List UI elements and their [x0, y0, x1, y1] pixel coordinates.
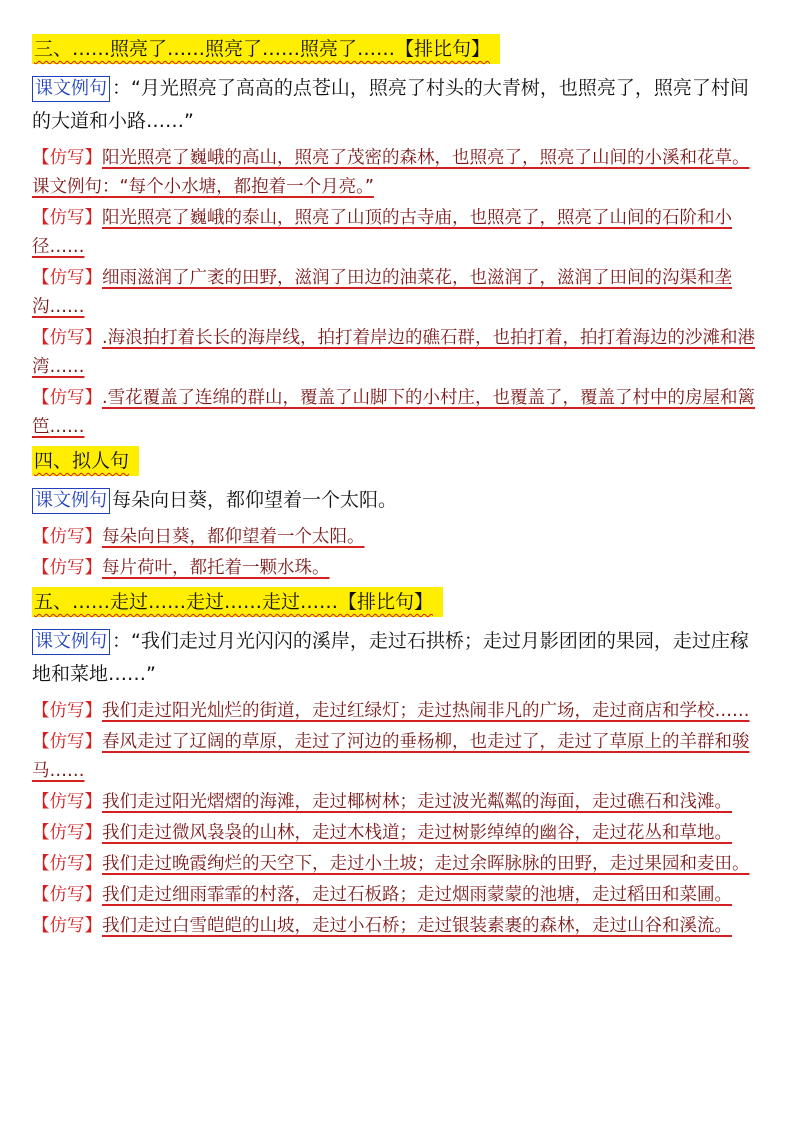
- imitation-text: 阳光照亮了巍峨的高山，照亮了茂密的森林，也照亮了，照亮了山间的小溪和花草。课文例句：“每个小水塘，都抱着一个月亮。”: [32, 148, 750, 197]
- imitation-text: 我们走过阳光灿烂的街道，走过红绿灯；走过热闹非凡的广场，走过商店和学校……: [102, 701, 750, 721]
- section-parallel-illuminate: [32, 32, 763, 442]
- imitation-label: 【仿写】: [32, 854, 102, 874]
- imitation-label: 【仿写】: [32, 558, 102, 578]
- textbook-example: [32, 72, 763, 138]
- imitation-text: 我们走过白雪皑皑的山坡，走过小石桥；走过银装素裹的森林，走过山谷和溪流。: [102, 916, 732, 936]
- section-heading: 四、拟人句: [32, 446, 139, 476]
- example-label: 课文例句: [32, 629, 110, 655]
- imitation-item: [32, 144, 763, 202]
- section-parallel-walk: [32, 585, 763, 941]
- example-label: 课文例句: [32, 488, 110, 514]
- imitation-label: 【仿写】: [32, 388, 102, 408]
- imitation-text: 每朵向日葵，都仰望着一个太阳。: [102, 527, 365, 547]
- imitation-text: 我们走过晚霞绚烂的天空下，走过小土坡；走过余晖脉脉的田野，走过果园和麦田。: [102, 854, 750, 874]
- imitation-item: [32, 204, 763, 262]
- imitation-item: [32, 697, 763, 726]
- imitation-text: 细雨滋润了广袤的田野，滋润了田边的油菜花，也滋润了，滋润了田间的沟渠和垄沟……: [32, 268, 732, 317]
- imitation-item: [32, 324, 763, 382]
- imitation-text: 春风走过了辽阔的草原，走过了河边的垂杨柳，也走过了，走过了草原上的羊群和骏马……: [32, 732, 750, 781]
- imitation-label: 【仿写】: [32, 885, 102, 905]
- imitation-label: 【仿写】: [32, 268, 102, 288]
- imitation-item: [32, 264, 763, 322]
- section-heading: 三、……照亮了……照亮了……照亮了……【排比句】: [32, 34, 500, 64]
- imitation-item: [32, 554, 763, 583]
- imitation-item: [32, 384, 763, 442]
- imitation-item: [32, 881, 763, 910]
- imitation-label: 【仿写】: [32, 701, 102, 721]
- example-label: 课文例句: [32, 76, 110, 102]
- imitation-text: .海浪拍打着长长的海岸线，拍打着岸边的礁石群，也拍打着，拍打着海边的沙滩和港湾……: [32, 328, 756, 377]
- imitation-label: 【仿写】: [32, 732, 102, 752]
- example-text: 每朵向日葵，都仰望着一个太阳。: [112, 489, 398, 511]
- imitation-item: [32, 912, 763, 941]
- imitation-label: 【仿写】: [32, 208, 102, 228]
- imitation-label: 【仿写】: [32, 916, 102, 936]
- imitation-item: [32, 850, 763, 879]
- imitation-label: 【仿写】: [32, 527, 102, 547]
- imitation-label: 【仿写】: [32, 792, 102, 812]
- imitation-text: 阳光照亮了巍峨的泰山，照亮了山顶的古寺庙，也照亮了，照亮了山间的石阶和小径……: [32, 208, 732, 257]
- imitation-item: [32, 788, 763, 817]
- textbook-example: [32, 625, 763, 691]
- imitation-text: 我们走过阳光熠熠的海滩，走过椰树林；走过波光粼粼的海面，走过礁石和浅滩。: [102, 792, 732, 812]
- example-text: ：“我们走过月光闪闪的溪岸，走过石拱桥；走过月影团团的果园，走过庄稼地和菜地……”: [32, 630, 749, 685]
- textbook-example: [32, 484, 763, 517]
- example-text: ：“月光照亮了高高的点苍山，照亮了村头的大青树，也照亮了，照亮了村间的大道和小路……”: [32, 77, 749, 132]
- imitation-item: [32, 819, 763, 848]
- imitation-text: .雪花覆盖了连绵的群山，覆盖了山脚下的小村庄，也覆盖了，覆盖了村中的房屋和篱笆……: [32, 388, 756, 437]
- imitation-text: 我们走过细雨霏霏的村落，走过石板路；走过烟雨蒙蒙的池塘，走过稻田和菜圃。: [102, 885, 732, 905]
- section-heading: 五、……走过……走过……走过……【排比句】: [32, 587, 443, 617]
- imitation-text: 我们走过微风袅袅的山林，走过木栈道；走过树影绰绰的幽谷，走过花丛和草地。: [102, 823, 732, 843]
- imitation-label: 【仿写】: [32, 328, 102, 348]
- imitation-item: [32, 728, 763, 786]
- imitation-text: 每片荷叶，都托着一颗水珠。: [102, 558, 330, 578]
- imitation-item: [32, 523, 763, 552]
- section-personification: [32, 444, 763, 583]
- imitation-label: 【仿写】: [32, 823, 102, 843]
- imitation-label: 【仿写】: [32, 148, 102, 168]
